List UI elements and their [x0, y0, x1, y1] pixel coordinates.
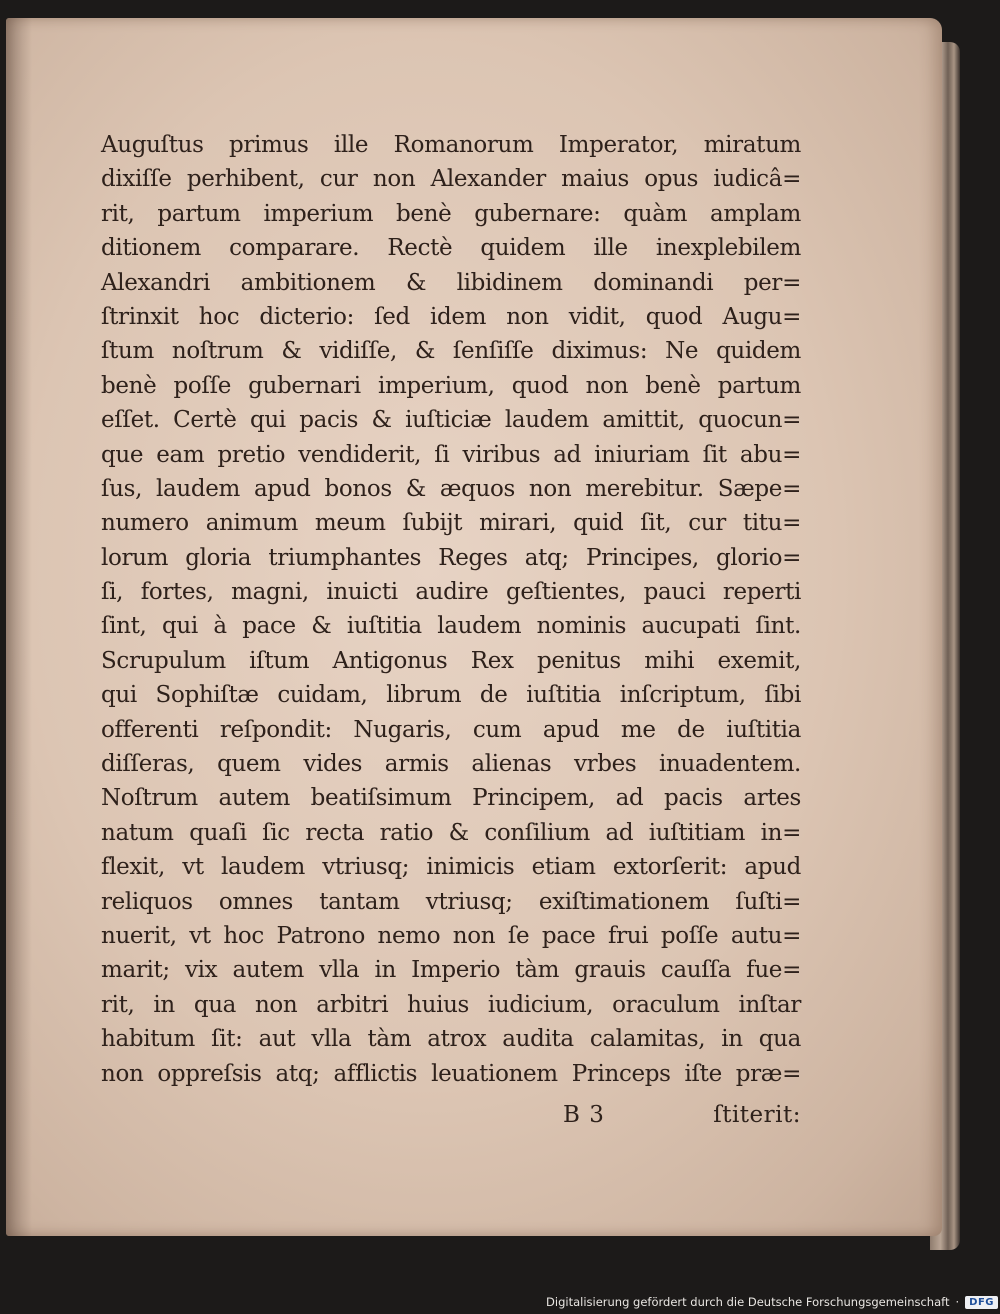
body-text — [101, 128, 801, 1091]
text-line: rit, partum imperium benè gubernare: quàm amplam — [101, 200, 801, 227]
spine-shadow — [6, 18, 32, 1236]
text-line: ditionem comparare. Rectè quidem ille inexplebilem — [101, 235, 801, 262]
text-line: ſtum noſtrum & vidiſſe, & ſenſiſſe diximus: Ne quidem — [101, 338, 801, 365]
page-footer — [101, 1098, 801, 1138]
credit-text: Digitalisierung gefördert durch die Deutsche Forschungsgemeinschaft — [546, 1295, 950, 1309]
text-line: qui Sophiſtæ cuidam, librum de iuſtitia inſcriptum, ſibi — [101, 682, 801, 709]
text-line: offerenti reſpondit: Nugaris, cum apud me de iuſtitia — [101, 716, 801, 743]
text-line: ſus, laudem apud bonos & æquos non merebitur. Sæpe= — [101, 475, 801, 502]
text-line: natum quaſi ſic recta ratio & conſilium ad iuſtitiam in= — [101, 819, 801, 846]
text-line: Alexandri ambitionem & libidinem dominandi per= — [101, 269, 801, 296]
signature-mark: B 3 — [563, 1102, 605, 1128]
digitization-credit — [546, 1290, 998, 1314]
text-line: ſi, fortes, magni, inuicti audire geſtientes, pauci reperti — [101, 579, 801, 606]
text-line: marit; vix autem vlla in Imperio tàm grauis cauſſa fue= — [101, 957, 801, 984]
text-line: nuerit, vt hoc Patrono nemo non ſe pace frui poſſe autu= — [101, 922, 801, 949]
text-line: lorum gloria triumphantes Reges atq; Principes, glorio= — [101, 544, 801, 571]
text-line: ſint, qui à pace & iuſtitia laudem nominis aucupati ſint. — [101, 613, 801, 640]
text-line: benè poſſe gubernari imperium, quod non benè partum — [101, 372, 801, 399]
text-line: habitum ſit: aut vlla tàm atrox audita calamitas, in qua — [101, 1026, 801, 1053]
text-line: que eam pretio vendiderit, ſi viribus ad iniuriam ſit abu= — [101, 441, 801, 468]
text-line: Auguſtus primus ille Romanorum Imperator, miratum — [101, 132, 801, 158]
text-line: diſſeras, quem vides armis alienas vrbes inuadentem. — [101, 751, 801, 778]
credit-separator: · — [955, 1295, 960, 1309]
text-line: ſtrinxit hoc dicterio: ſed idem non vidit, quod Augu= — [101, 303, 801, 330]
dfg-logo-icon: DFG — [965, 1296, 998, 1309]
catchword: ſtiterit: — [713, 1102, 801, 1128]
text-line: Scrupulum iſtum Antigonus Rex penitus mihi exemit, — [101, 647, 801, 674]
text-line: reliquos omnes tantam vtriusq; exiſtimationem ſuſti= — [101, 888, 801, 915]
text-line: rit, in qua non arbitri huius iudicium, oraculum inſtar — [101, 991, 801, 1018]
text-line: eſſet. Certè qui pacis & iuſticiæ laudem amittit, quocun= — [101, 407, 801, 434]
text-line: flexit, vt laudem vtriusq; inimicis etiam extorſerit: apud — [101, 854, 801, 881]
text-line: Noſtrum autem beatiſsimum Principem, ad pacis artes — [101, 785, 801, 812]
text-line: non oppreſsis atq; afflictis leuationem Princeps iſte præ= — [101, 1060, 801, 1087]
text-line: dixiſſe perhibent, cur non Alexander maius opus iudicâ= — [101, 166, 801, 193]
text-line: numero animum meum ſubijt mirari, quid ſit, cur titu= — [101, 510, 801, 537]
